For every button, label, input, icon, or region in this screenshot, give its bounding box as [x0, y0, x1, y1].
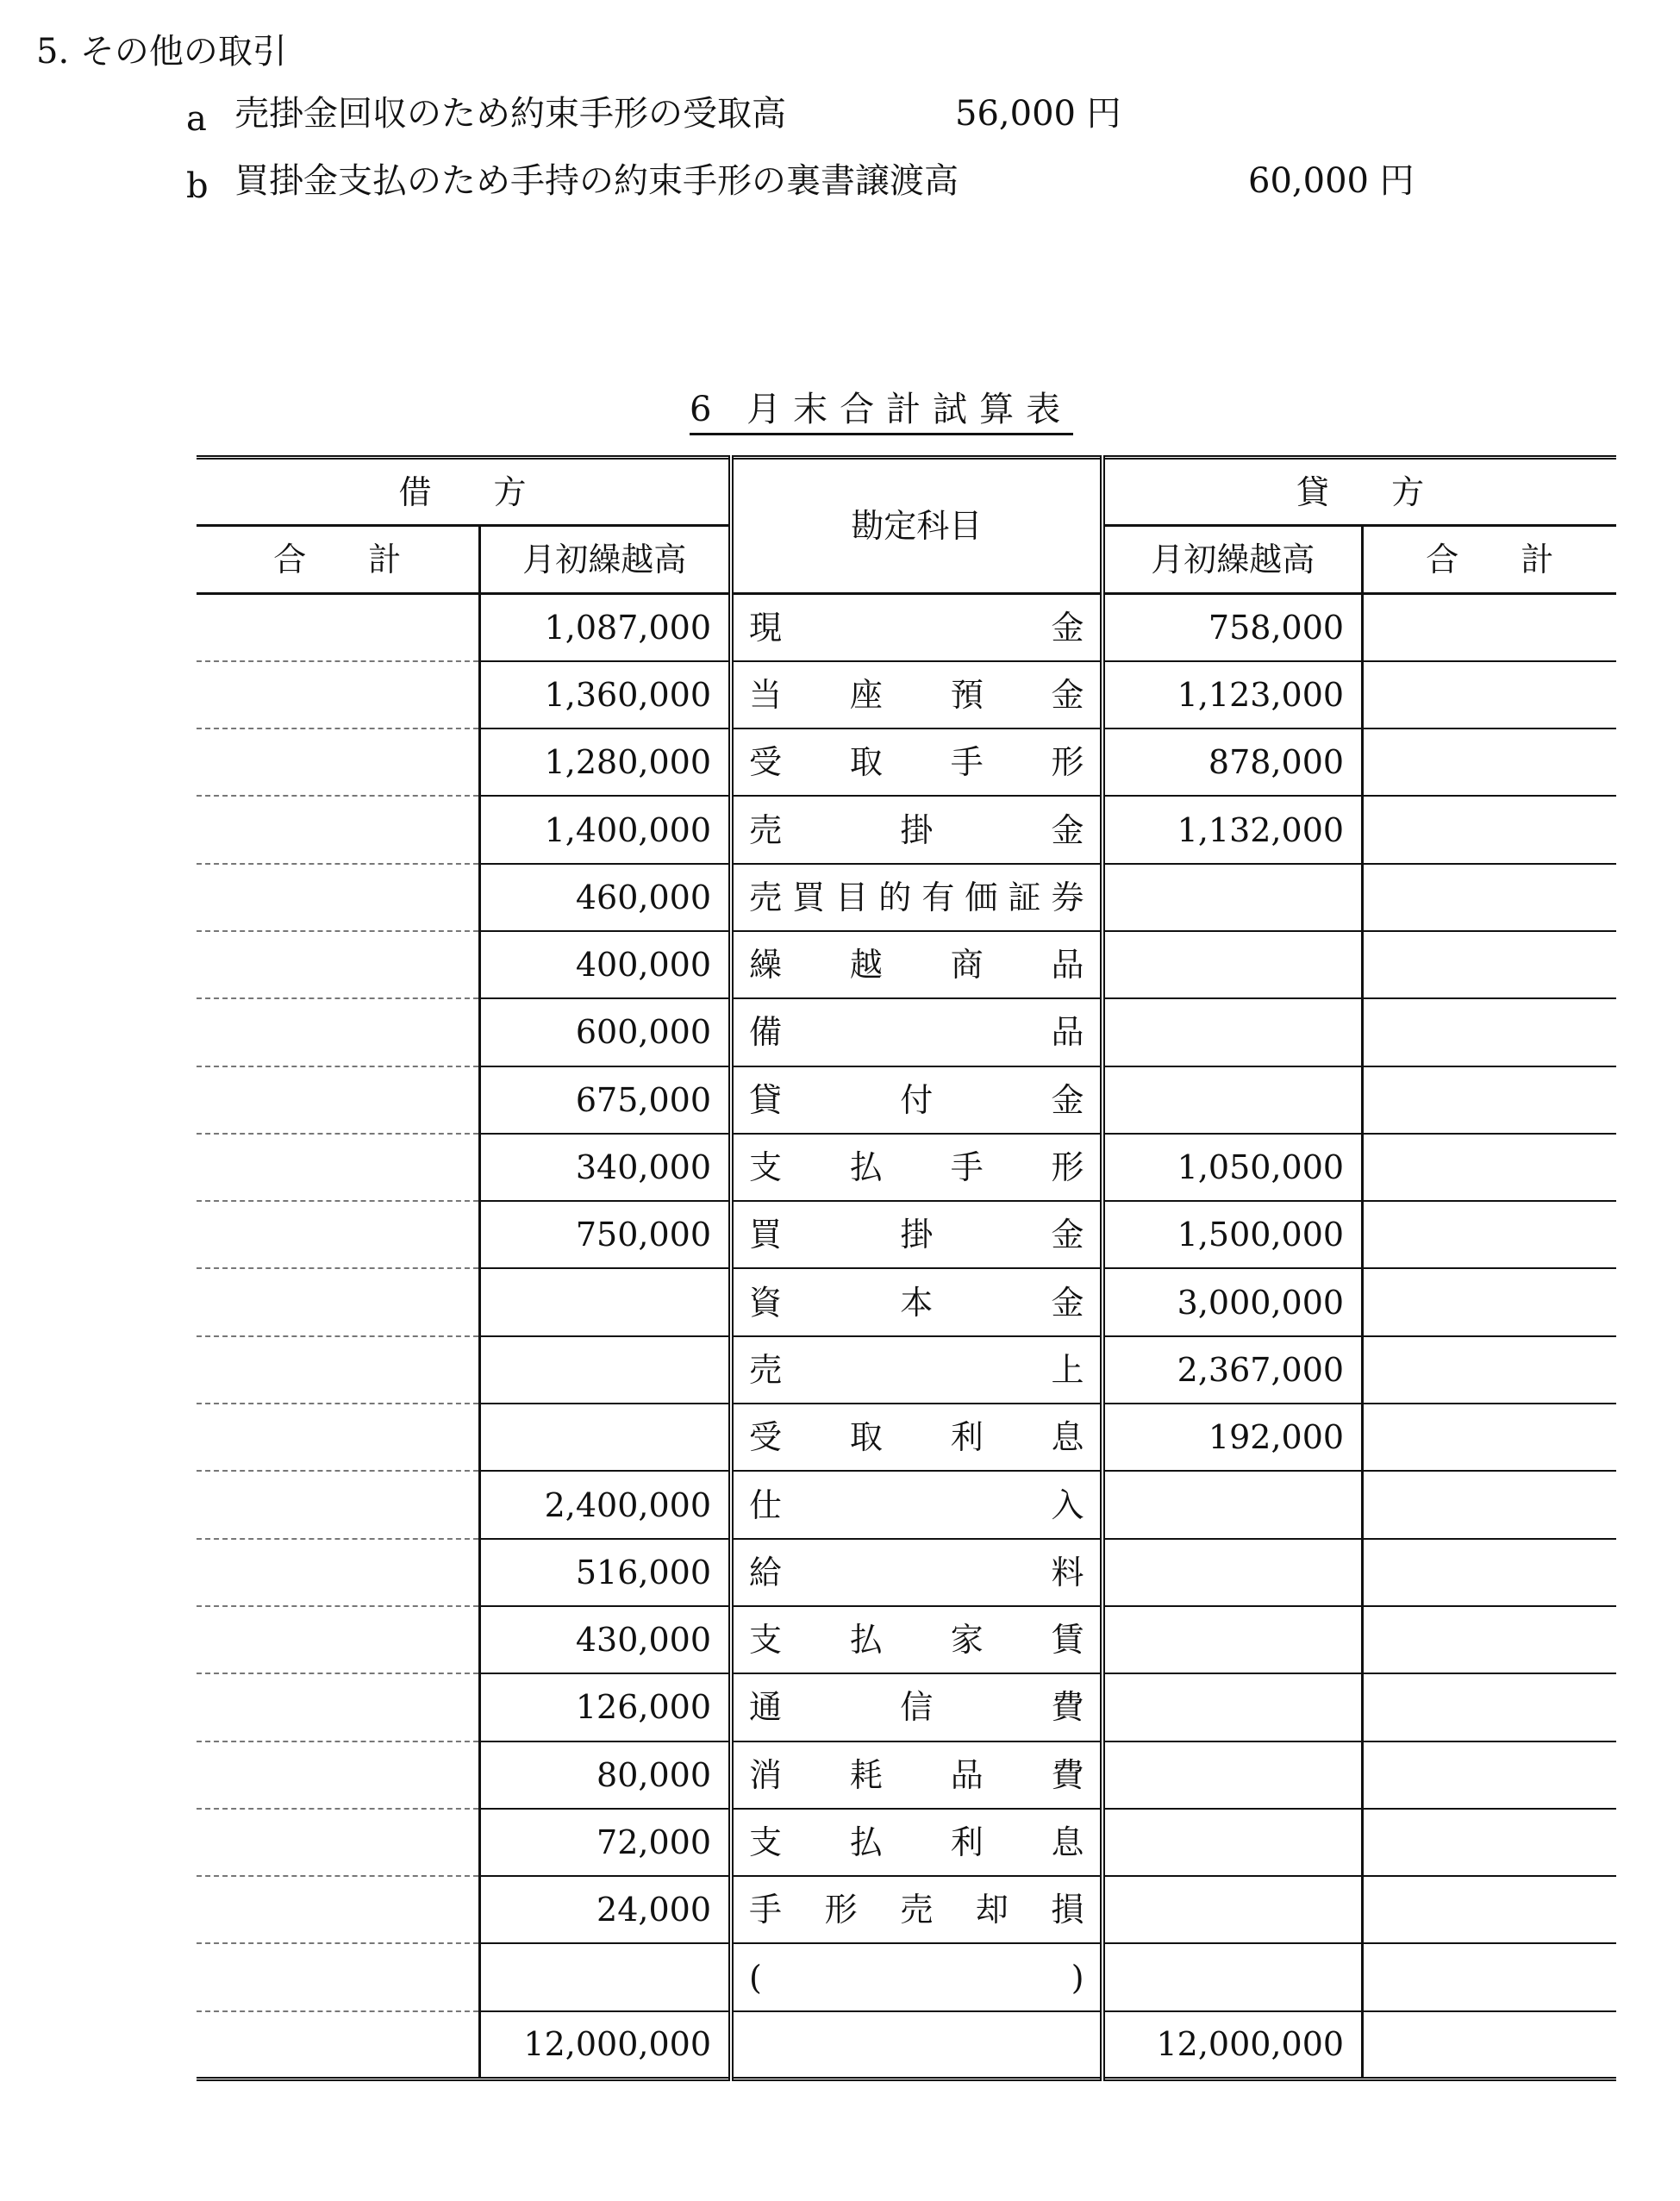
account-name: ( ) — [749, 1958, 1084, 1997]
account-name-cell — [731, 1943, 1102, 2010]
credit-total-cell — [1363, 1471, 1616, 1538]
account-name-cell — [731, 1471, 1102, 1538]
credit-opening-cell: 2,367,000 — [1102, 1336, 1363, 1404]
account-name-cell — [731, 1809, 1102, 1876]
account-name-cell — [731, 796, 1102, 863]
table-row — [197, 1673, 1616, 1741]
credit-opening-cell — [1102, 1741, 1363, 1809]
credit-total-cell — [1363, 1336, 1616, 1404]
table-row — [197, 1404, 1616, 1471]
credit-opening-cell — [1102, 998, 1363, 1066]
debit-opening-cell: 750,000 — [479, 1201, 731, 1268]
account-name: 貸 付 金 — [749, 1080, 1084, 1119]
debit-total-cell — [197, 1809, 479, 1876]
account-name: 備 品 — [749, 1013, 1084, 1052]
account-name-cell — [731, 1673, 1102, 1741]
account-name-cell — [731, 594, 1102, 661]
credit-opening-cell — [1102, 1943, 1363, 2010]
debit-total-cell — [197, 796, 479, 863]
credit-opening-cell: 1,050,000 — [1102, 1134, 1363, 1201]
credit-total-cell — [1363, 931, 1616, 998]
debit-total-cell — [197, 1673, 479, 1741]
credit-opening-cell: 192,000 — [1102, 1404, 1363, 1471]
debit-total-cell — [197, 1606, 479, 1673]
transaction-a-amount: 56,000 円 — [955, 94, 1121, 134]
debit-total-cell — [197, 661, 479, 728]
debit-total-cell — [197, 864, 479, 931]
table-row — [197, 796, 1616, 863]
account-name-cell — [731, 1606, 1102, 1673]
debit-total-cell — [197, 1471, 479, 1538]
account-name: 給 料 — [749, 1553, 1084, 1591]
transaction-a-description: 売掛金回収のため約束手形の受取高 — [234, 94, 786, 134]
account-name: 受 取 利 息 — [749, 1418, 1084, 1457]
credit-opening-cell: 1,123,000 — [1102, 661, 1363, 728]
debit-opening-cell: 2,400,000 — [479, 1471, 731, 1538]
credit-total-cell — [1363, 1134, 1616, 1201]
transaction-b-description: 買掛金支払のため手持の約束手形の裏書譲渡高 — [234, 161, 959, 201]
account-name-cell — [731, 1336, 1102, 1404]
table-row — [197, 1809, 1616, 1876]
title-underline — [690, 433, 1073, 435]
table-row — [197, 728, 1616, 796]
debit-opening-cell: 400,000 — [479, 931, 731, 998]
debit-total-cell — [197, 1943, 479, 2010]
credit-total-cell — [1363, 1201, 1616, 1268]
debit-opening-cell: 126,000 — [479, 1673, 731, 1741]
debit-total-cell — [197, 931, 479, 998]
account-name: 現 金 — [749, 608, 1084, 647]
account-name-cell — [731, 1066, 1102, 1134]
debit-total-cell — [197, 998, 479, 1066]
debit-opening-cell: 1,400,000 — [479, 796, 731, 863]
credit-total-cell — [1363, 1943, 1616, 2010]
account-name-cell — [731, 1134, 1102, 1201]
transaction-a-letter: a — [186, 99, 207, 139]
table-row — [197, 1876, 1616, 1943]
table-row — [197, 1201, 1616, 1268]
credit-total-cell — [1363, 796, 1616, 863]
debit-total-cell — [197, 2011, 479, 2079]
credit-total-cell — [1363, 1268, 1616, 1335]
credit-total-cell — [1363, 594, 1616, 661]
credit-opening-cell — [1102, 1066, 1363, 1134]
credit-opening-header: 月初繰越高 — [1102, 526, 1363, 594]
table-row — [197, 1539, 1616, 1606]
account-name: 買 掛 金 — [749, 1216, 1084, 1254]
debit-opening-cell: 80,000 — [479, 1741, 731, 1809]
credit-total-cell — [1363, 1606, 1616, 1673]
debit-total-cell — [197, 594, 479, 661]
credit-opening-cell — [1102, 1471, 1363, 1538]
debit-opening-cell — [479, 1943, 731, 2010]
credit-total-cell — [1363, 661, 1616, 728]
credit-header: 貸 方 — [1102, 458, 1616, 526]
debit-total-cell — [197, 1201, 479, 1268]
table-row — [197, 1134, 1616, 1201]
credit-opening-cell — [1102, 931, 1363, 998]
account-name: 資 本 金 — [749, 1283, 1084, 1322]
credit-opening-cell — [1102, 1673, 1363, 1741]
debit-opening-cell — [479, 1268, 731, 1335]
trial-balance-title: 6 月末合計試算表 — [690, 390, 1073, 429]
account-name: 売 上 — [749, 1350, 1084, 1389]
credit-total-cell — [1363, 864, 1616, 931]
table-row — [197, 1066, 1616, 1134]
debit-opening-cell: 430,000 — [479, 1606, 731, 1673]
credit-opening-cell: 1,500,000 — [1102, 1201, 1363, 1268]
table-row — [197, 1741, 1616, 1809]
account-name-cell — [731, 1876, 1102, 1943]
debit-total-cell — [197, 1268, 479, 1335]
credit-total-header: 合 計 — [1363, 526, 1616, 594]
debit-total-cell — [197, 1134, 479, 1201]
table-row — [197, 1606, 1616, 1673]
debit-opening-cell: 675,000 — [479, 1066, 731, 1134]
account-name-cell — [731, 728, 1102, 796]
account-name: 当 座 預 金 — [749, 675, 1084, 714]
table-row — [197, 1471, 1616, 1538]
debit-total-cell — [197, 1539, 479, 1606]
account-name: 通 信 費 — [749, 1688, 1084, 1727]
credit-opening-cell — [1102, 1809, 1363, 1876]
account-name-cell — [731, 1741, 1102, 1809]
trial-balance-table — [197, 455, 1616, 2081]
account-name: 消 耗 品 費 — [749, 1755, 1084, 1794]
credit-total-cell — [1363, 1876, 1616, 1943]
table-row — [197, 1943, 1616, 2010]
transaction-b-amount: 60,000 円 — [1248, 161, 1415, 201]
debit-total-header: 合 計 — [197, 526, 479, 594]
account-name-cell — [731, 1201, 1102, 1268]
table-row — [197, 1268, 1616, 1335]
account-name: 売 買 目 的 有 価 証 券 — [749, 878, 1084, 916]
debit-opening-cell: 460,000 — [479, 864, 731, 931]
credit-opening-cell: 878,000 — [1102, 728, 1363, 796]
debit-opening-cell: 1,360,000 — [479, 661, 731, 728]
account-name-cell — [731, 998, 1102, 1066]
credit-opening-cell: 12,000,000 — [1102, 2011, 1363, 2079]
account-name: 支 払 手 形 — [749, 1148, 1084, 1187]
debit-total-cell — [197, 1404, 479, 1471]
account-name: 売 掛 金 — [749, 810, 1084, 849]
credit-total-cell — [1363, 1673, 1616, 1741]
account-name-cell — [731, 661, 1102, 728]
credit-opening-cell: 758,000 — [1102, 594, 1363, 661]
credit-opening-cell: 1,132,000 — [1102, 796, 1363, 863]
debit-total-cell — [197, 1066, 479, 1134]
debit-opening-cell: 24,000 — [479, 1876, 731, 1943]
debit-opening-cell: 12,000,000 — [479, 2011, 731, 2079]
debit-opening-cell: 516,000 — [479, 1539, 731, 1606]
credit-opening-cell — [1102, 864, 1363, 931]
credit-total-cell — [1363, 728, 1616, 796]
credit-opening-cell — [1102, 1539, 1363, 1606]
debit-opening-cell: 340,000 — [479, 1134, 731, 1201]
account-name-cell — [731, 1539, 1102, 1606]
credit-opening-cell: 3,000,000 — [1102, 1268, 1363, 1335]
account-name-cell — [731, 1404, 1102, 1471]
debit-total-cell — [197, 1336, 479, 1404]
debit-total-cell — [197, 1876, 479, 1943]
debit-opening-cell: 1,280,000 — [479, 728, 731, 796]
table-row — [197, 661, 1616, 728]
debit-opening-header: 月初繰越高 — [479, 526, 731, 594]
table-row — [197, 998, 1616, 1066]
debit-opening-cell — [479, 1404, 731, 1471]
account-name: 受 取 手 形 — [749, 743, 1084, 782]
table-row — [197, 2011, 1616, 2079]
credit-opening-cell — [1102, 1606, 1363, 1673]
debit-opening-cell: 72,000 — [479, 1809, 731, 1876]
debit-total-cell — [197, 728, 479, 796]
account-name: 手 形 売 却 損 — [749, 1891, 1084, 1929]
account-name: 支 払 家 賃 — [749, 1621, 1084, 1660]
table-row — [197, 864, 1616, 931]
section-heading: 5. その他の取引 — [36, 32, 287, 72]
credit-total-cell — [1363, 1809, 1616, 1876]
credit-opening-cell — [1102, 1876, 1363, 1943]
debit-opening-cell: 600,000 — [479, 998, 731, 1066]
debit-opening-cell: 1,087,000 — [479, 594, 731, 661]
account-name-cell — [731, 931, 1102, 998]
credit-total-cell — [1363, 1404, 1616, 1471]
account-name-cell — [731, 2011, 1102, 2079]
credit-total-cell — [1363, 2011, 1616, 2079]
account-name: 仕 入 — [749, 1485, 1084, 1524]
transaction-b-letter: b — [186, 166, 209, 206]
account-name: 支 払 利 息 — [749, 1823, 1084, 1861]
table-row — [197, 931, 1616, 998]
table-row — [197, 1336, 1616, 1404]
credit-total-cell — [1363, 998, 1616, 1066]
account-header: 勘定科目 — [731, 458, 1102, 594]
credit-total-cell — [1363, 1741, 1616, 1809]
table-row — [197, 594, 1616, 661]
debit-opening-cell — [479, 1336, 731, 1404]
account-name-cell — [731, 1268, 1102, 1335]
credit-total-cell — [1363, 1539, 1616, 1606]
account-name: 繰 越 商 品 — [749, 946, 1084, 985]
account-name-cell — [731, 864, 1102, 931]
debit-header: 借 方 — [197, 458, 731, 526]
debit-total-cell — [197, 1741, 479, 1809]
credit-total-cell — [1363, 1066, 1616, 1134]
